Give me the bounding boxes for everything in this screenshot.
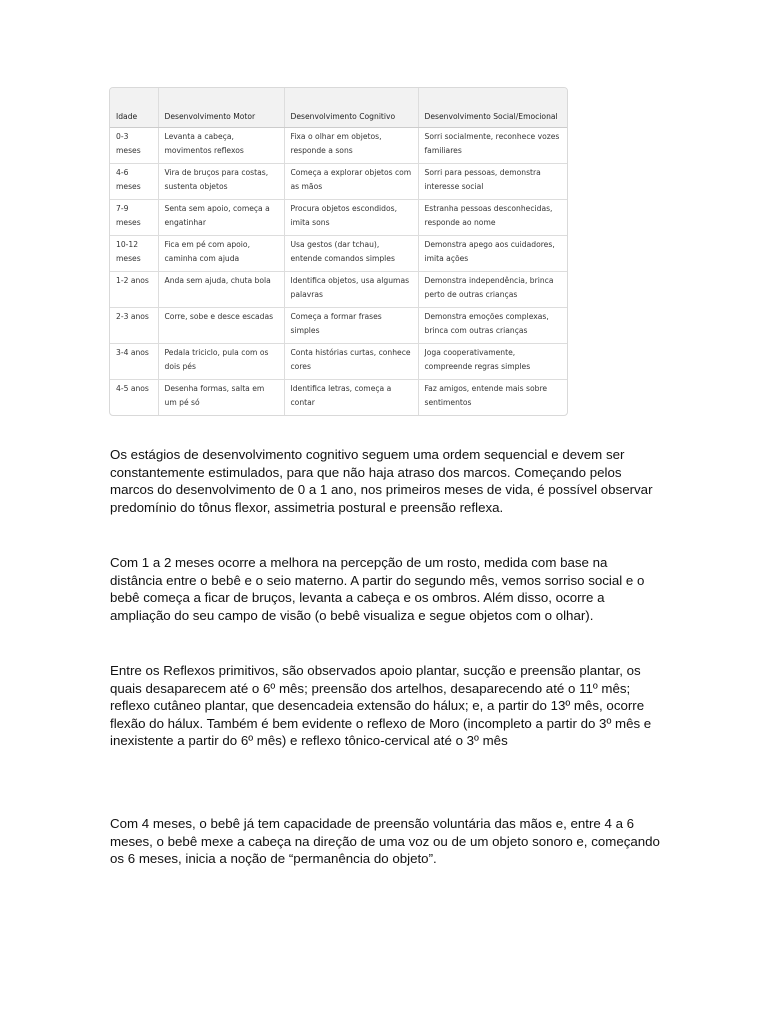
table-row: [110, 128, 567, 164]
cell-motor: Vira de bruços para costas, sustenta objetos: [158, 164, 284, 200]
table-row: [110, 344, 567, 380]
paragraph-four-months: Com 4 meses, o bebê já tem capacidade de preensão voluntária das mãos e, entre 4 a 6 meses, o bebê mexe a cabeça na direção de uma voz ou de um objeto sonoro e, começando os 6 meses, inicia a noção de “permanência do objeto”.: [110, 816, 660, 867]
cell-age: 4-5 anos: [110, 380, 158, 416]
cell-motor: Anda sem ajuda, chuta bola: [158, 272, 284, 308]
cell-age: 0-3 meses: [110, 128, 158, 164]
cell-cognitive: Procura objetos escondidos, imita sons: [284, 200, 418, 236]
cell-cognitive: Conta histórias curtas, conhece cores: [284, 344, 418, 380]
table-row: [110, 380, 567, 416]
cell-cognitive: Fixa o olhar em objetos, responde a sons: [284, 128, 418, 164]
paragraph-cognitive-stages: Os estágios de desenvolvimento cognitivo seguem uma ordem sequencial e devem ser constantemente estimulados, para que não haja atraso dos marcos. Começando pelos marcos do desenvolvimento de 0 a 1 ano, nos primeiros meses de vida, é possível observar predomínio do tônus flexor, assimetria postural e preensão reflexa.: [110, 447, 653, 515]
cell-age: 2-3 anos: [110, 308, 158, 344]
paragraph-primitive-reflexes: Entre os Reflexos primitivos, são observados apoio plantar, sucção e preensão plantar, os quais desaparecem até o 6º mês; preensão dos artelhos, desaparecendo até o 11º mês; reflexo cutâneo plantar, que desencadeia extensão do hálux; e, a partir do 13º mês, ocorre flexão do hálux. Também é bem evidente o reflexo de Moro (incompleto a partir do 3º mês e inexistente a partir do 6º mês) e reflexo tônico-cervical até o 3º mês: [110, 663, 652, 749]
cell-cognitive: Identifica letras, começa a contar: [284, 380, 418, 416]
cell-motor: Levanta a cabeça, movimentos reflexos: [158, 128, 284, 164]
header-social-emotional: Desenvolvimento Social/Emocional: [418, 88, 567, 128]
development-milestones-table: [110, 88, 567, 415]
cell-cognitive: Começa a explorar objetos com as mãos: [284, 164, 418, 200]
table-header-row: [110, 88, 567, 128]
header-age: Idade: [110, 88, 158, 128]
cell-cognitive: Identifica objetos, usa algumas palavras: [284, 272, 418, 308]
cell-social: Demonstra apego aos cuidadores, imita ações: [418, 236, 567, 272]
cell-social: Demonstra emoções complexas, brinca com outras crianças: [418, 308, 567, 344]
cell-cognitive: Usa gestos (dar tchau), entende comandos simples: [284, 236, 418, 272]
cell-motor: Pedala triciclo, pula com os dois pés: [158, 344, 284, 380]
cell-age: 10-12 meses: [110, 236, 158, 272]
cell-motor: Corre, sobe e desce escadas: [158, 308, 284, 344]
header-cognitive: Desenvolvimento Cognitivo: [284, 88, 418, 128]
table-row: [110, 164, 567, 200]
table-row: [110, 308, 567, 344]
cell-motor: Desenha formas, salta em um pé só: [158, 380, 284, 416]
cell-age: 7-9 meses: [110, 200, 158, 236]
cell-motor: Fica em pé com apoio, caminha com ajuda: [158, 236, 284, 272]
cell-cognitive: Começa a formar frases simples: [284, 308, 418, 344]
cell-social: Joga cooperativamente, compreende regras simples: [418, 344, 567, 380]
cell-age: 3-4 anos: [110, 344, 158, 380]
cell-social: Faz amigos, entende mais sobre sentimentos: [424, 384, 548, 407]
paragraph-one-two-months: Com 1 a 2 meses ocorre a melhora na percepção de um rosto, medida com base na distância entre o bebê e o seio materno. A partir do segundo mês, vemos sorriso social e o bebê começa a ficar de bruços, levanta a cabeça e os ombros. Além disso, ocorre a ampliação do seu campo de visão (o bebê visualiza e segue objetos com o olhar).: [110, 555, 645, 623]
cell-social: Sorri socialmente, reconhece vozes familiares: [418, 128, 567, 164]
table-row: [110, 200, 567, 236]
table-row: [110, 236, 567, 272]
cell-social: Sorri para pessoas, demonstra interesse social: [418, 164, 567, 200]
cell-social: Demonstra independência, brinca perto de outras crianças: [418, 272, 567, 308]
cell-motor: Senta sem apoio, começa a engatinhar: [158, 200, 284, 236]
development-table-container: [109, 87, 568, 416]
header-motor: Desenvolvimento Motor: [158, 88, 284, 128]
cell-age: 4-6 meses: [110, 164, 158, 200]
table-row: [110, 272, 567, 308]
cell-social: Estranha pessoas desconhecidas, responde ao nome: [418, 200, 567, 236]
cell-age: 1-2 anos: [110, 272, 158, 308]
